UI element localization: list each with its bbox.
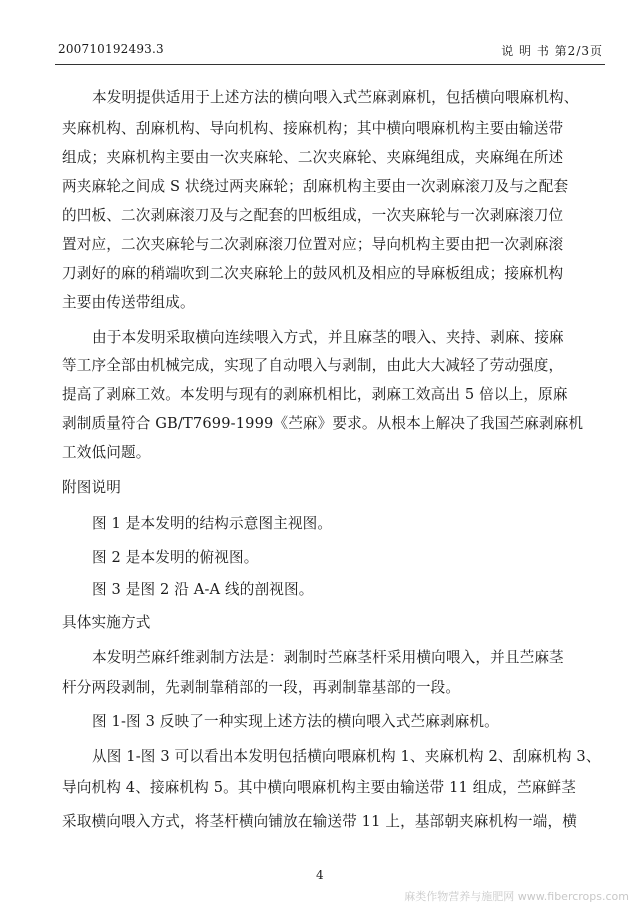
text-line: 刀剥好的麻的稍端吹到二次夹麻轮上的鼓风机及相应的导麻板组成；接麻机构 bbox=[62, 265, 564, 282]
site-watermark: 麻类作物营养与施肥网 www.fibercrops.com bbox=[404, 890, 629, 903]
text-line: 具体实施方式 bbox=[62, 614, 151, 631]
text-line: 导向机构 4、接麻机构 5。其中横向喂麻机构主要由输送带 11 组成，苎麻鲜茎 bbox=[62, 779, 576, 796]
text-line: 等工序全部由机械完成，实现了自动喂入与剥制，由此大大减轻了劳动强度， bbox=[62, 357, 564, 374]
page-number: 4 bbox=[316, 868, 324, 882]
text-line: 图 1-图 3 反映了一种实现上述方法的横向喂入式苎麻剥麻机。 bbox=[92, 713, 499, 730]
text-line: 从图 1-图 3 可以看出本发明包括横向喂麻机构 1、夹麻机构 2、刮麻机构 3、 bbox=[92, 748, 601, 765]
text-line: 组成；夹麻机构主要由一次夹麻轮、二次夹麻轮、夹麻绳组成，夹麻绳在所述 bbox=[62, 149, 564, 166]
text-line: 主要由传送带组成。 bbox=[62, 294, 195, 311]
patent-number: 200710192493.3 bbox=[58, 42, 164, 56]
text-line: 本发明提供适用于上述方法的横向喂入式苎麻剥麻机，包括横向喂麻机构、 bbox=[92, 89, 579, 106]
text-line: 剥制质量符合 GB/T7699-1999《苎麻》要求。从根本上解决了我国苎麻剥麻机 bbox=[62, 415, 584, 432]
text-line: 图 1 是本发明的结构示意图主视图。 bbox=[92, 515, 333, 532]
text-line: 由于本发明采取横向连续喂入方式，并且麻茎的喂入、夹持、剥麻、接麻 bbox=[92, 329, 564, 346]
header-section-label: 说 明 书 第2/3页 bbox=[501, 44, 603, 58]
text-line: 杆分两段剥制，先剥制靠稍部的一段，再剥制靠基部的一段。 bbox=[62, 679, 461, 696]
text-line: 本发明苎麻纤维剥制方法是：剥制时苎麻茎杆采用横向喂入，并且苎麻茎 bbox=[92, 649, 564, 666]
text-line: 提高了剥麻工效。本发明与现有的剥麻机相比，剥麻工效高出 5 倍以上，原麻 bbox=[62, 386, 568, 403]
text-line: 图 2 是本发明的俯视图。 bbox=[92, 549, 259, 566]
text-line: 图 3 是图 2 沿 A-A 线的剖视图。 bbox=[92, 581, 314, 598]
text-line: 的凹板、二次剥麻滚刀及与之配套的凹板组成，一次夹麻轮与一次剥麻滚刀位 bbox=[62, 207, 564, 224]
text-line: 两夹麻轮之间成 S 状绕过两夹麻轮；刮麻机构主要由一次剥麻滚刀及与之配套 bbox=[62, 178, 569, 195]
header-divider bbox=[55, 64, 605, 65]
text-line: 夹麻机构、刮麻机构、导向机构、接麻机构；其中横向喂麻机构主要由输送带 bbox=[62, 120, 564, 137]
text-line: 工效低问题。 bbox=[62, 444, 151, 461]
text-line: 采取横向喂入方式，将茎杆横向铺放在输送带 11 上，基部朝夹麻机构一端，横 bbox=[62, 813, 577, 830]
text-line: 置对应，二次夹麻轮与二次剥麻滚刀位置对应；导向机构主要由把一次剥麻滚 bbox=[62, 236, 564, 253]
text-line: 附图说明 bbox=[62, 479, 121, 496]
